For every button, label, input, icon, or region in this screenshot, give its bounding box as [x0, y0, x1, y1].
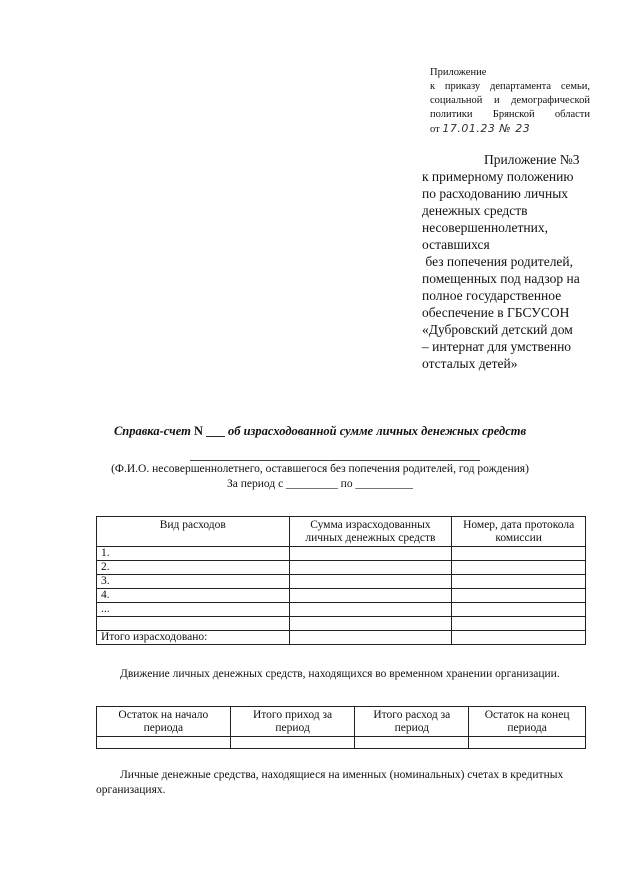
expenses-table: [96, 516, 586, 645]
order-header-line: Приложение: [430, 67, 487, 78]
protocol-cell[interactable]: [452, 561, 586, 575]
accounts-paragraph: [96, 768, 586, 798]
order-date-line: [430, 122, 590, 137]
protocol-cell[interactable]: [452, 589, 586, 603]
amount-cell[interactable]: [289, 589, 452, 603]
order-header-line: к приказу департамента семьи,: [430, 81, 590, 92]
closing-balance-cell[interactable]: [469, 737, 586, 749]
order-header: [430, 66, 590, 137]
order-date-prefix: от: [430, 124, 440, 135]
appendix-header: [422, 151, 602, 372]
column-header: Остаток на начало периода: [97, 707, 231, 737]
row-label: 4.: [97, 589, 290, 603]
appendix-line: «Дубровский детский дом: [422, 322, 573, 337]
column-header: Номер, дата протокола комиссии: [452, 517, 586, 547]
table-header-row: [97, 707, 586, 737]
row-label: 1.: [97, 547, 290, 561]
amount-cell[interactable]: [289, 617, 452, 631]
fio-caption: (Ф.И.О. несовершеннолетнего, оставшегося без попечения родителей, год рождения): [111, 463, 529, 475]
table-row: [97, 617, 586, 631]
document-title-suffix: об израсходованной сумме личных денежных средств: [227, 424, 527, 438]
appendix-line: по расходованию личных: [422, 186, 569, 201]
total-protocol-cell[interactable]: [452, 631, 586, 645]
appendix-line: к примерному положению: [422, 169, 574, 184]
column-header: Вид расходов: [97, 517, 290, 547]
row-label: ...: [97, 603, 290, 617]
appendix-line: помещенных под надзор на: [422, 271, 580, 286]
order-header-line: политики Брянской области: [430, 109, 590, 120]
amount-cell[interactable]: [289, 561, 452, 575]
opening-balance-cell[interactable]: [97, 737, 231, 749]
table-row: [97, 737, 586, 749]
document-number-blank: N ___: [193, 424, 225, 438]
column-header: Итого расход за период: [355, 707, 469, 737]
table-row: [97, 561, 586, 575]
column-header: Сумма израсходованных личных денежных средств: [289, 517, 452, 547]
protocol-cell[interactable]: [452, 617, 586, 631]
appendix-title: Приложение №3: [484, 152, 580, 167]
fio-blank-line: [190, 460, 480, 461]
appendix-line: без попечения родителей,: [422, 254, 574, 269]
protocol-cell[interactable]: [452, 575, 586, 589]
income-cell[interactable]: [230, 737, 355, 749]
amount-cell[interactable]: [289, 603, 452, 617]
expense-cell[interactable]: [355, 737, 469, 749]
appendix-line: – интернат для умственно: [422, 339, 572, 354]
period-line: За период с _________ по __________: [227, 478, 413, 490]
document-title: [0, 424, 640, 439]
appendix-line: денежных средств: [422, 203, 528, 218]
appendix-line: отсталых детей»: [422, 356, 518, 371]
amount-cell[interactable]: [289, 547, 452, 561]
total-amount-cell[interactable]: [289, 631, 452, 645]
protocol-cell[interactable]: [452, 603, 586, 617]
movement-paragraph: [96, 667, 586, 682]
amount-cell[interactable]: [289, 575, 452, 589]
handwritten-date-number: 17.01.23 № 23: [442, 122, 531, 135]
accounts-text: Личные денежные средства, находящиеся на именных (номинальных) счетах в кредитных организациях.: [96, 769, 564, 796]
protocol-cell[interactable]: [452, 547, 586, 561]
appendix-line: оставшихся: [422, 237, 490, 252]
table-row: [97, 603, 586, 617]
table-row: [97, 575, 586, 589]
appendix-line: полное государственное: [422, 288, 562, 303]
movement-table: [96, 706, 586, 749]
total-row: [97, 631, 586, 645]
row-label: 3.: [97, 575, 290, 589]
table-header-row: [97, 517, 586, 547]
column-header: Остаток на конец периода: [469, 707, 586, 737]
movement-text: Движение личных денежных средств, находящихся во временном хранении организации.: [120, 668, 560, 680]
table-row: [97, 547, 586, 561]
total-label: Итого израсходовано:: [97, 631, 290, 645]
column-header: Итого приход за период: [230, 707, 355, 737]
table-row: [97, 589, 586, 603]
appendix-line: обеспечение в ГБСУСОН: [422, 305, 570, 320]
appendix-line: несовершеннолетних,: [422, 220, 548, 235]
row-label: 2.: [97, 561, 290, 575]
document-title-prefix: Справка-счет: [113, 424, 191, 438]
order-header-line: социальной и демографической: [430, 95, 590, 106]
row-label: [97, 617, 290, 631]
